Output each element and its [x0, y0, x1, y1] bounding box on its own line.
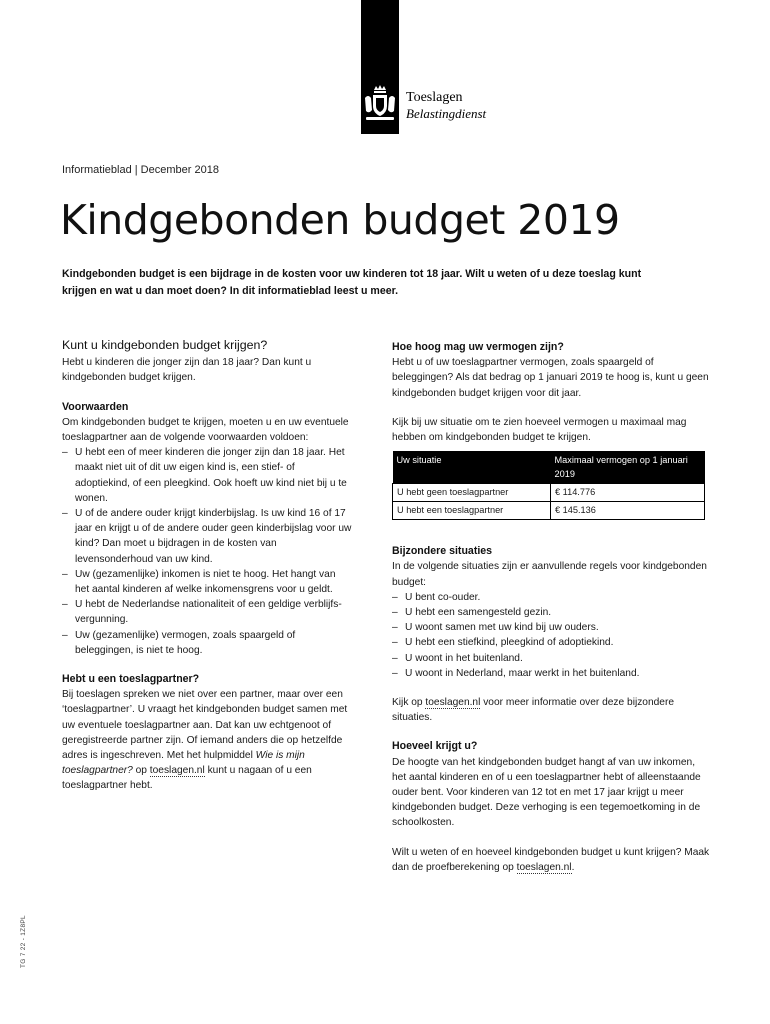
toeslagen-link[interactable]: toeslagen.nl	[425, 697, 481, 709]
text-span: Bij toeslagen spreken we niet over een partner, maar over een ‘toeslagpartner’. U vraagt het kindgebonden budget samen met uw eventuele toeslagpartner aan. Dat kan uw echtgenoot of geregistreerde partner zijn. Of iemand anders die op hetzelfde adres is ingeschreven. Met het hulpmiddel	[62, 689, 348, 762]
text-span: Wilt u weten of en hoeveel kindgebonden budget u kunt krijgen? Maak dan de proefberekening op	[392, 846, 710, 873]
list-item: – U woont in Nederland, maar werkt in het buitenland.	[392, 666, 712, 681]
coat-of-arms-icon	[362, 84, 398, 124]
logo-line-2: Belastingdienst	[406, 106, 487, 121]
table-row	[393, 502, 705, 520]
table-row	[393, 484, 705, 502]
list-item: – U hebt de Nederlandse nationaliteit of een geldige verblijfsvergunning.	[62, 597, 352, 627]
section-text: Hebt u kinderen die jonger zijn dan 18 jaar? Dan kunt u kindgebonden budget krijgen.	[62, 357, 312, 384]
text-span: .	[571, 861, 575, 873]
section-heading: Voorwaarden	[62, 400, 129, 413]
list-item: – Uw (gezamenlijke) vermogen, zoals spaargeld of beleggingen, is niet te hoog.	[62, 628, 352, 658]
toeslagen-link[interactable]: toeslagen.nl	[516, 861, 572, 873]
left-column	[62, 338, 352, 794]
section-text	[392, 845, 712, 875]
page-title: Kindgebonden budget 2019	[60, 196, 620, 244]
document-meta: Informatieblad | December 2018	[62, 164, 219, 176]
table-cell: € 114.776	[551, 484, 705, 502]
table-header-cell: Uw situatie	[393, 451, 551, 484]
table-cell: € 145.136	[551, 502, 705, 520]
text-span: op	[132, 765, 150, 777]
right-column	[392, 340, 712, 875]
table-cell: U hebt een toeslagpartner	[393, 502, 551, 520]
document-code: TG 7 22 - 1Z8PL	[20, 915, 27, 968]
text-span: voor meer informatie over deze bijzondere situaties.	[392, 697, 675, 724]
toeslagen-link[interactable]: toeslagen.nl	[149, 765, 205, 777]
logo-line-1: Toeslagen	[406, 90, 463, 105]
table-header-row	[393, 451, 705, 484]
section-text: Om kindgebonden budget te krijgen, moeten u en uw eventuele toeslagpartner aan de volgende voorwaarden voldoen:	[62, 416, 349, 444]
section-heading: Kunt u kindgebonden budget krijgen?	[62, 338, 268, 352]
section-text: Kijk bij uw situatie om te zien hoeveel vermogen u maximaal mag hebben om kindgebonden budget te krijgen.	[392, 416, 687, 444]
conditions-list	[62, 445, 352, 658]
list-item: – U woont in het buitenland.	[392, 651, 712, 666]
list-item: – U woont samen met uw kind bij uw ouders.	[392, 620, 712, 635]
section-text	[62, 687, 352, 793]
table-header-cell: Maximaal vermogen op 1 januari 2019	[551, 451, 705, 484]
section-text: In de volgende situaties zijn er aanvullende regels voor kindgebonden budget:	[392, 561, 707, 588]
special-situations-list	[392, 590, 712, 681]
section-heading: Bijzondere situaties	[392, 545, 493, 558]
list-item: – U hebt een of meer kinderen die jonger zijn dan 18 jaar. Het maakt niet uit of dit uw eigen kind is, een stief- of adoptiekind, of een pleegkind. Ook hoeft uw kind niet bij u te wonen.	[62, 445, 352, 506]
vermogen-table	[392, 451, 705, 520]
text-span: Kijk op	[392, 697, 426, 709]
section-text	[392, 695, 712, 725]
table-cell: U hebt geen toeslagpartner	[393, 484, 551, 502]
section-heading: Hebt u een toeslagpartner?	[62, 673, 200, 686]
intro-text: Kindgebonden budget is een bijdrage in de kosten voor uw kinderen tot 18 jaar. Wilt u weten of u deze toeslag kunt krijgen en wat u dan moet doen? In dit informatieblad leest u meer.	[62, 268, 642, 297]
section-text: De hoogte van het kindgebonden budget hangt af van uw inkomen, het aantal kinderen en of u een toeslagpartner hebt of alleenstaande ouder bent. Voor kinderen van 12 tot en met 17 jaar krijgt u meer kindgebonden budget. Deze verhoging is een tegemoetkoming in de schoolkosten.	[392, 756, 701, 829]
list-item: – U hebt een stiefkind, pleegkind of adoptiekind.	[392, 635, 712, 650]
logo-wordmark	[406, 90, 486, 122]
tool-name: Wie is mijn toeslagpartner?	[62, 750, 305, 777]
list-item: – U hebt een samengesteld gezin.	[392, 605, 712, 620]
list-item: – Uw (gezamenlijke) inkomen is niet te hoog. Het hangt van het aantal kinderen af welke inkomensgrens voor u geldt.	[62, 567, 352, 597]
section-heading: Hoeveel krijgt u?	[392, 740, 478, 753]
section-heading: Hoe hoog mag uw vermogen zijn?	[392, 341, 564, 353]
section-text: Hebt u of uw toeslagpartner vermogen, zoals spaargeld of beleggingen? Als dat bedrag op 1 januari 2019 te hoog is, kunt u geen kindgebonden budget krijgen voor dit jaar.	[392, 357, 709, 399]
list-item: – U bent co-ouder.	[392, 590, 712, 605]
list-item: – U of de andere ouder krijgt kinderbijslag. Is uw kind 16 of 17 jaar en krijgt u of de andere ouder geen kinderbijslag voor uw kind? Dan moet u bijdragen in de kosten van levensonderhoud van uw kind.	[62, 506, 352, 567]
text-span: kunt u nagaan of u een toeslagpartner hebt.	[62, 765, 312, 792]
